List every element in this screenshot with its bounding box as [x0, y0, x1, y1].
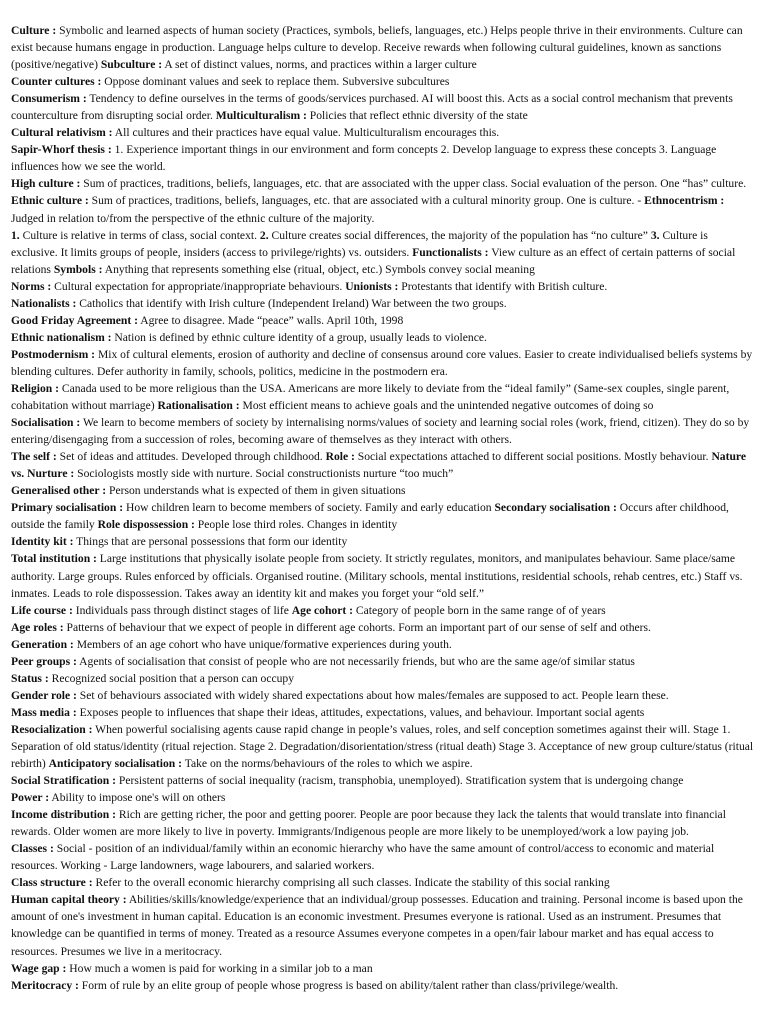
definition-text: Individuals pass through distinct stages of life — [72, 603, 292, 617]
definition-text: Set of behaviours associated with widely shared expectations about how males/females are supposed to act. People learn these. — [76, 688, 669, 702]
term-label: Age cohort : — [291, 603, 353, 617]
definition-paragraph — [11, 414, 756, 448]
definition-text: Culture is exclusive. It limits groups of people, insiders (access to privilege/rights) vs. outsiders. — [11, 228, 708, 259]
term-label: Anticipatory socialisation : — [48, 757, 182, 771]
definition-text: Cultural expectation for appropriate/inappropriate behaviours. — [51, 279, 346, 293]
definition-text: Members of an age cohort who have unique/formative experiences during youth. — [73, 637, 452, 651]
definition-text: Abilities/skills/knowledge/experience that an individual/group possesses. Education and training. Personal income is based upon the amount of one's investment in human capital. Education is an economic investment. Presumes everyone is rational. Used as an instrument. Presumes that knowledge can be quantified in terms of money. Treated as a resource Assumes everyone competes in a open/fair labour market and has equal access to resources. Presumes we live in a meritocracy. — [11, 893, 743, 958]
definition-text: Person understands what is expected of them in given situations — [106, 484, 406, 498]
definition-text: Occurs after childhood, outside the family — [11, 501, 729, 532]
definition-paragraph — [11, 312, 756, 329]
term-label: Peer groups : — [11, 654, 77, 668]
definition-paragraph — [11, 874, 756, 891]
term-label: Unionists : — [345, 279, 399, 293]
definition-paragraph — [11, 670, 756, 687]
definition-text: Agents of socialisation that consist of people who are not necessarily friends, but who are the same age/of similar status — [76, 654, 635, 668]
definition-text: A set of distinct values, norms, and practices within a larger culture — [162, 58, 477, 72]
definition-text: We learn to become members of society by internalising norms/values of society and learning social roles (work, friend, citizen). They do so by entering/disengaging from a succession of roles, becoming aware of themselves as they interact with others. — [11, 416, 750, 447]
definition-text: Culture is relative in terms of class, social context. — [19, 228, 260, 242]
definition-paragraph — [11, 73, 756, 90]
term-label: Postmodernism : — [11, 347, 96, 361]
term-label: Good Friday Agreement : — [11, 313, 138, 327]
term-label: Consumerism : — [11, 92, 87, 106]
definition-paragraph — [11, 380, 756, 414]
definition-paragraph — [11, 721, 756, 772]
definition-text: Social expectations attached to different social positions. Mostly behaviour. — [354, 450, 712, 464]
definition-paragraph — [11, 175, 756, 226]
term-label: Class structure : — [11, 876, 93, 890]
term-label: Meritocracy : — [11, 978, 79, 992]
definition-text: Canada used to be more religious than the USA. Americans are more likely to deviate from the “ideal family” (Same-sex couples, single parent, cohabitation without marriage) — [11, 381, 730, 413]
definition-text: Form of rule by an elite group of people whose progress is based on ability/talent rather than class/privilege/wealth. — [78, 978, 619, 992]
definition-paragraph — [11, 789, 756, 806]
definition-paragraph — [11, 840, 756, 874]
definition-text: Catholics that identify with Irish culture (Independent Ireland) War between the two groups. — [76, 296, 507, 310]
definition-paragraph — [11, 533, 756, 550]
definition-text: Mix of cultural elements, erosion of authority and decline of consensus around core values. Easier to create individualised beliefs systems by blending cultures. Defer authority in family, schools, politics, medicine in the postmodern era. — [11, 347, 753, 378]
term-label: Ethnocentrism : — [644, 194, 725, 208]
definition-text: Tendency to define ourselves in the terms of goods/services purchased. AI will boost this. Acts as a social control mechanism that prevents counterculture from disrupting social order. — [11, 92, 733, 123]
definition-paragraph — [11, 499, 756, 533]
term-label: Human capital theory : — [11, 893, 127, 907]
definition-paragraph — [11, 295, 756, 312]
term-label: Role : — [325, 450, 355, 464]
term-label: Rationalisation : — [157, 399, 240, 413]
definition-text: People lose third roles. Changes in identity — [194, 518, 398, 532]
term-label: Nature vs. Nurture : — [11, 450, 746, 481]
definition-text: All cultures and their practices have equal value. Multiculturalism encourages this. — [112, 126, 500, 140]
definition-text: Agree to disagree. Made “peace” walls. April 10th, 1998 — [137, 313, 404, 327]
definition-text: Patterns of behaviour that we expect of people in different age cohorts. Form an important part of our sense of self and others. — [63, 620, 651, 634]
definition-paragraph — [11, 329, 756, 346]
term-label: Resocialization : — [11, 722, 93, 736]
definition-paragraph — [11, 448, 756, 482]
definition-text: Take on the norms/behaviours of the roles to which we aspire. — [182, 757, 473, 771]
definition-paragraph — [11, 22, 756, 73]
definition-paragraph — [11, 653, 756, 670]
definition-paragraph — [11, 960, 756, 977]
term-label: Total institution : — [11, 552, 97, 566]
term-label: Culture : — [11, 24, 57, 37]
definition-text: Ability to impose one's will on others — [49, 791, 226, 805]
term-label: Identity kit : — [11, 535, 74, 549]
definition-paragraph — [11, 90, 756, 124]
term-label: Ethnic nationalism : — [11, 330, 112, 344]
definition-text: Protestants that identify with British culture. — [398, 279, 608, 293]
definition-text: Policies that reflect ethnic diversity of the state — [306, 109, 528, 123]
term-label: 3. — [650, 228, 660, 242]
term-label: Mass media : — [11, 705, 77, 719]
definition-paragraph — [11, 772, 756, 789]
term-label: Norms : — [11, 279, 52, 293]
definition-paragraph — [11, 891, 756, 959]
term-label: Cultural relativism : — [11, 126, 113, 140]
definition-paragraph — [11, 482, 756, 499]
definition-paragraph — [11, 602, 756, 619]
definition-text: Large institutions that physically isolate people from society. It strictly regulates, monitors, and manipulates behaviour. Same place/same authority. Large groups. Rules enforced by officials. Organised routine. (Military schools, mental institutions, residential schools, rehab centres, etc.) Staff vs. inmates. Leads to role dispossession. Takes away an identity kit and makes you forget your “old self.” — [11, 552, 743, 600]
definition-text: Rich are getting richer, the poor and getting poorer. People are poor because they lack the talents that would translate into financial rewards. Older women are more likely to live in poverty. Immigrants/Indigenous people are more likely to be unemployed/work a low paying job. — [11, 808, 726, 839]
definition-text: Judged in relation to/from the perspective of the ethnic culture of the majority. — [11, 211, 375, 225]
definition-text: How children learn to become members of society. Family and early education — [123, 501, 495, 515]
term-label: Socialisation : — [11, 416, 81, 430]
definition-paragraph — [11, 636, 756, 653]
definition-text: Anything that represents something else (ritual, object, etc.) Symbols convey social meaning — [102, 262, 535, 276]
term-label: Gender role : — [11, 688, 77, 702]
definition-paragraph — [11, 550, 756, 601]
definition-paragraph — [11, 687, 756, 704]
term-label: Religion : — [11, 381, 59, 395]
definition-text: Category of people born in the same range of of years — [352, 603, 606, 617]
definition-text: Set of ideas and attitudes. Developed through childhood. — [56, 450, 326, 464]
term-label: Counter cultures : — [11, 75, 102, 89]
definition-text: Symbolic and learned aspects of human society (Practices, symbols, beliefs, languages, etc.) Helps people thrive in their environments. Culture can exist because humans engage in production. Language helps culture to develop. Receive rewards when following cultural guidelines, known as sanctions (positive/negative) — [11, 24, 743, 72]
definition-paragraph — [11, 704, 756, 721]
definition-text: 1. Experience important things in our environment and form concepts 2. Develop language to express these concepts 3. Language influences how we see the world. — [11, 143, 717, 174]
term-label: Sapir-Whorf thesis : — [11, 143, 112, 157]
term-label: Age roles : — [11, 620, 64, 634]
definition-paragraph — [11, 141, 756, 175]
definition-text: Sociologists mostly side with nurture. Social constructionists nurture “too much” — [74, 467, 454, 481]
definition-text: Refer to the overall economic hierarchy comprising all such classes. Indicate the stability of this social ranking — [92, 876, 610, 890]
definition-text: Exposes people to influences that shape their ideas, attitudes, expectations, values, and behaviour. Important social agents — [76, 705, 645, 719]
definition-text: How much a women is paid for working in a similar job to a man — [66, 961, 373, 975]
term-label: Symbols : — [53, 262, 103, 276]
term-label: Status : — [11, 671, 49, 685]
definition-text: When powerful socialising agents cause rapid change in people’s values, roles, and self conception sometimes against their will. Stage 1. Separation of old status/identity (ritual rejection. Stage 2. Degradation/disorientation/stress (ritual death) Stage 3. Acceptance of new group culture/status (ritual rebirth) — [11, 722, 754, 771]
term-label: Multiculturalism : — [215, 109, 307, 123]
definition-text: Things that are personal possessions that form our identity — [73, 535, 348, 549]
term-label: Social Stratification : — [11, 774, 116, 788]
definition-paragraph — [11, 806, 756, 840]
term-label: Subculture : — [100, 58, 163, 72]
term-label: Generalised other : — [11, 484, 107, 498]
definition-text: Sum of practices, traditions, beliefs, languages, etc. that are associated with a cultural minority group. One is culture. - — [88, 194, 645, 208]
definition-text: Social - position of an individual/family within an economic hierarchy who have the same amount of control/access to economic and material resources. Working - Large landowners, wage labourers, and salaried workers. — [11, 842, 715, 873]
term-label: Life course : — [11, 603, 73, 617]
term-label: 1. — [11, 228, 20, 242]
definition-paragraph — [11, 278, 756, 295]
definition-paragraph — [11, 124, 756, 141]
definition-text: Persistent patterns of social inequality (racism, transphobia, unemployed). Stratification system that is undergoing change — [115, 774, 684, 788]
term-label: Classes : — [11, 842, 54, 856]
term-label: Ethnic culture : — [11, 194, 89, 208]
term-label: Role dispossession : — [97, 518, 195, 532]
term-label: Income distribution : — [11, 808, 116, 822]
term-label: Generation : — [11, 637, 74, 651]
definition-text: Most efficient means to achieve goals and the unintended negative outcomes of doing so — [239, 399, 654, 413]
term-label: Wage gap : — [11, 961, 67, 975]
term-label: Power : — [11, 791, 50, 805]
definition-text: Nation is defined by ethnic culture identity of a group, usually leads to violence. — [111, 330, 487, 344]
term-label: Secondary socialisation : — [494, 501, 617, 515]
definition-text: Recognized social position that a person can occupy — [48, 671, 295, 685]
term-label: 2. — [259, 228, 269, 242]
definition-text: Culture creates social differences, the majority of the population has “no culture” — [268, 228, 651, 242]
definition-paragraph — [11, 977, 756, 994]
definition-paragraph — [11, 227, 756, 278]
definition-text: View culture as an effect of certain patterns of social relations — [11, 245, 736, 276]
definition-paragraph — [11, 346, 756, 380]
definition-text: Oppose dominant values and seek to replace them. Subversive subcultures — [101, 75, 450, 89]
definition-text: Sum of practices, traditions, beliefs, languages, etc. that are associated with the upper class. Social evaluation of the person. One “has” culture. — [80, 177, 747, 191]
term-label: Nationalists : — [11, 296, 77, 310]
definition-paragraph — [11, 619, 756, 636]
term-label: Functionalists : — [412, 245, 489, 259]
term-label: High culture : — [11, 177, 81, 191]
term-label: Primary socialisation : — [11, 501, 124, 515]
term-label: The self : — [11, 450, 57, 464]
